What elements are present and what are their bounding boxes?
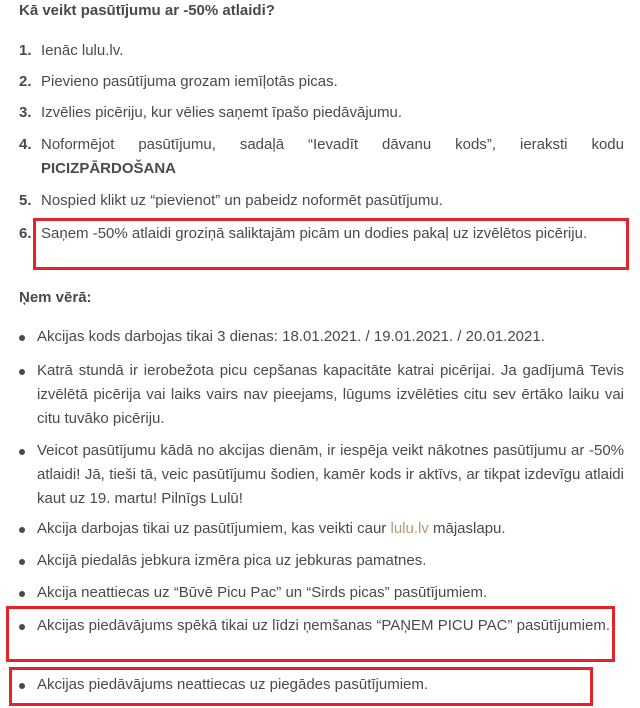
note-item bbox=[19, 549, 624, 573]
step-number: 6. bbox=[19, 225, 32, 242]
note-text: Katrā stundā ir ierobežota picu cepšanas kapacitāte katrai picērijai. Ja gadījumā Tevis izvēlētā picērija vai laiks vairs nav pieejams, lūgums izvēlēties citu sev ērtāko laiku vai citu tuvāko picēriju. bbox=[37, 362, 624, 427]
bullet-dot bbox=[19, 527, 25, 533]
note-text: Akcijas piedāvājums neattiecas uz piegādes pasūtījumiem. bbox=[37, 676, 429, 693]
note-text: Akcijā piedalās jebkura izmēra pica uz jebkuras pamatnes. bbox=[37, 552, 427, 569]
note-text-wrap bbox=[37, 517, 624, 541]
notes-heading: Ņem vērā: bbox=[19, 289, 92, 306]
section-heading: Kā veikt pasūtījumu ar -50% atlaidi? bbox=[19, 2, 275, 19]
step-item bbox=[19, 189, 624, 213]
note-text: Akcijas piedāvājums spēkā tikai uz līdzi ņemšanas “PAŅEM PICU PAC” pasūtījumiem. bbox=[37, 617, 610, 634]
note-item bbox=[19, 325, 624, 349]
step-number: 3. bbox=[19, 104, 32, 121]
step-item bbox=[19, 133, 624, 181]
step-number: 5. bbox=[19, 192, 32, 209]
step-number: 2. bbox=[19, 73, 32, 90]
highlight-box bbox=[9, 667, 593, 706]
step-text: Noformējot pasūtījumu, sadaļā “Ievadīt dāvanu kods”, ieraksti kodu bbox=[41, 136, 624, 153]
note-text: Akcija neattiecas uz “Būvē Picu Pac” un “Sirds picas” pasūtījumiem. bbox=[37, 584, 488, 601]
bullet-dot bbox=[19, 449, 25, 455]
step-text: Saņem -50% atlaidi groziņā saliktajām picām un dodies pakaļ uz izvēlētos picēriju. bbox=[41, 225, 588, 242]
highlight-box bbox=[33, 218, 629, 270]
step-text: Ienāc lulu.lv. bbox=[41, 42, 124, 59]
note-text: Akcijas kods darbojas tikai 3 dienas: 18.01.2021. / 19.01.2021. / 20.01.2021. bbox=[37, 328, 545, 345]
step-item bbox=[19, 70, 624, 94]
bullet-dot bbox=[19, 591, 25, 597]
bullet-dot bbox=[19, 559, 25, 565]
promo-code: PICIZPĀRDOŠANA bbox=[41, 160, 177, 177]
bullet-dot bbox=[19, 369, 25, 375]
note-item bbox=[19, 359, 624, 431]
highlight-box bbox=[6, 606, 615, 662]
step-text: Pievieno pasūtījuma grozam iemīļotās picas. bbox=[41, 73, 338, 90]
step-text-wrap bbox=[41, 133, 624, 181]
note-item bbox=[19, 517, 624, 541]
note-item bbox=[19, 439, 624, 511]
note-text: Akcija darbojas tikai uz pasūtījumiem, kas veikti caur bbox=[37, 520, 387, 537]
step-text: Izvēlies picēriju, kur vēlies saņemt īpašo piedāvājumu. bbox=[41, 104, 403, 121]
note-text: mājaslapu. bbox=[433, 520, 506, 537]
website-link[interactable]: lulu.lv bbox=[390, 520, 429, 537]
bullet-dot bbox=[19, 335, 25, 341]
note-text: Veicot pasūtījumu kādā no akcijas dienām, ir iespēja veikt nākotnes pasūtījumu ar -50% atlaidi! Jā, tieši tā, veic pasūtījumu šodien, kamēr kods ir aktīvs, ar tikpat izdevīgu atlaidi kaut uz 19. martu! Pilnīgs Lulū! bbox=[37, 442, 624, 507]
step-number: 4. bbox=[19, 136, 32, 153]
note-item bbox=[19, 581, 624, 605]
step-text: Nospied klikt uz “pievienot” un pabeidz noformēt pasūtījumu. bbox=[41, 192, 443, 209]
step-number: 1. bbox=[19, 42, 32, 59]
step-item bbox=[19, 39, 624, 63]
step-item bbox=[19, 101, 624, 125]
